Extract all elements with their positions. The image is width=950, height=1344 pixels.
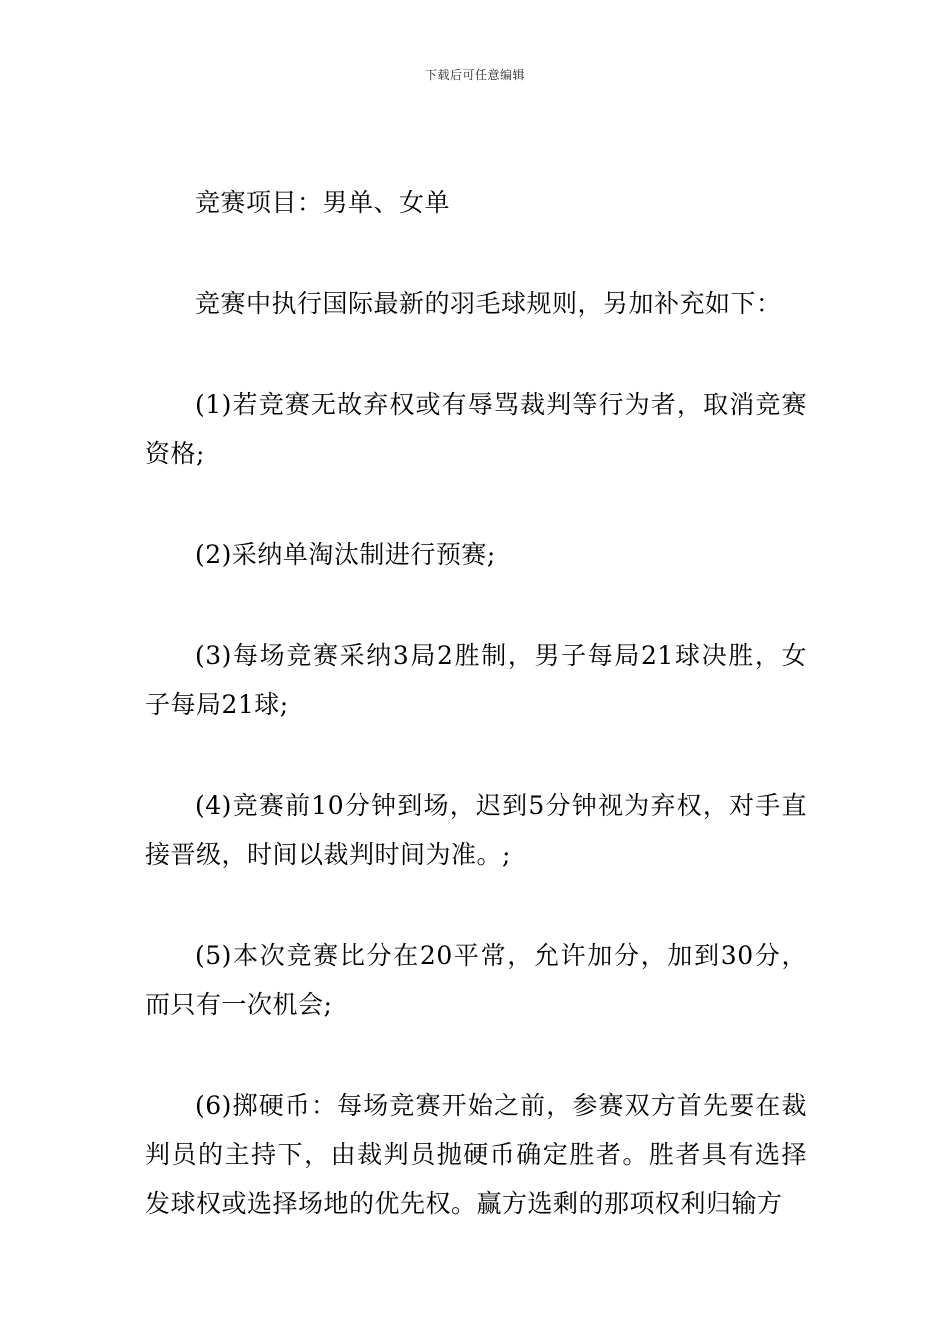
paragraph-rule-6: (6)掷硬币：每场竞赛开始之前，参赛双方首先要在裁判员的主持下，由裁判员抛硬币确定胜者。胜者具有选择发球权或选择场地的优先权。赢方选剩的那项权利归输方: [145, 1091, 807, 1218]
paragraph-rule-5: (5)本次竞赛比分在20平常，允许加分，加到30分，而只有一次机会;: [145, 941, 807, 1019]
page-header-note: 下载后可任意编辑: [424, 68, 525, 82]
paragraph-rule-3: (3)每场竞赛采纳3局2胜制，男子每局21球决胜，女子每局21球;: [145, 641, 807, 719]
paragraph-rule-2: (2)采纳单淘汰制进行预赛;: [195, 540, 496, 569]
paragraph-rule-1: (1)若竞赛无故弃权或有辱骂裁判等行为者，取消竞赛资格;: [145, 390, 807, 468]
paragraph-rules-intro: 竞赛中执行国际最新的羽毛球规则，另加补充如下：: [195, 289, 782, 318]
document-body: [145, 178, 807, 1280]
paragraph-rule-4: (4)竞赛前10分钟到场，迟到5分钟视为弃权，对手直接晋级，时间以裁判时间为准。;: [145, 791, 807, 869]
paragraph-events: 竞赛项目：男单、女单: [195, 188, 451, 217]
